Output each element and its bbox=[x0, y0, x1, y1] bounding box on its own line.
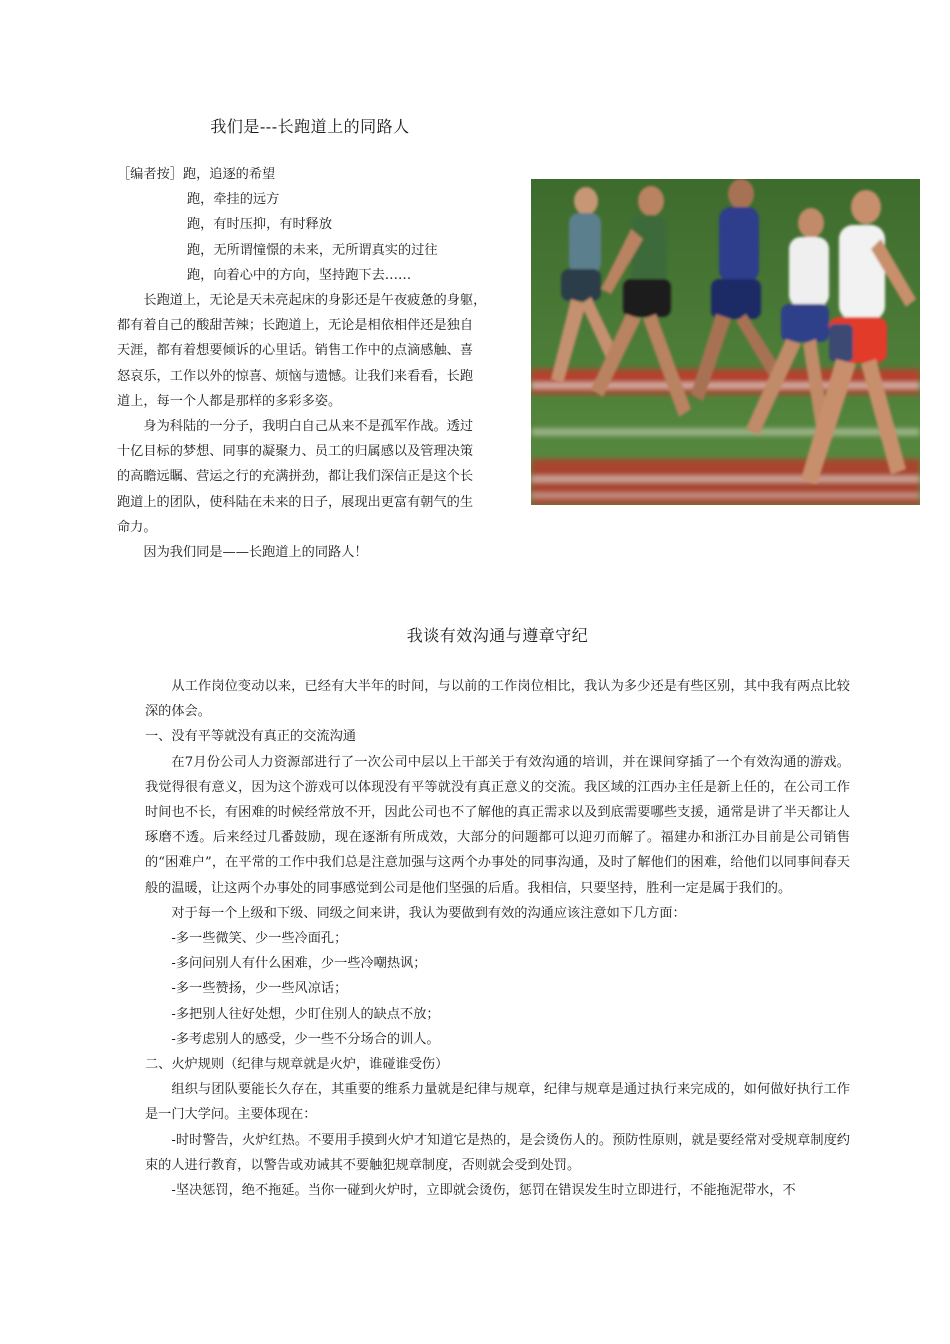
intro-paragraph: 从工作岗位变动以来，已经有大半年的时间，与以前的工作岗位相比，我认为多少还是有些区别，其中我有两点比较深的体会。 bbox=[145, 679, 850, 720]
body-paragraph: 对于每一个上级和下级、同级之间来讲，我认为要做到有效的沟通应该注意如下几方面： bbox=[171, 905, 686, 921]
paragraph-line: 怒哀乐，工作以外的惊喜、烦恼与遗憾。让我们来看看，长跑 bbox=[117, 368, 474, 384]
poem-line: 跑，牵挂的远方 bbox=[187, 192, 280, 208]
closing-paragraph bbox=[117, 540, 509, 565]
section-heading: 一、没有平等就没有真正的交流沟通 bbox=[145, 729, 356, 745]
list-item: -多一些微笑、少一些冷面孔； bbox=[171, 931, 348, 947]
list-item: -多问问别人有什么困难，少一些冷嘲热讽； bbox=[171, 956, 427, 972]
article-body bbox=[145, 674, 850, 1203]
paragraph-line: 的高瞻远瞩、营运之行的充满拼劲，都让我们深信正是这个长 bbox=[117, 469, 474, 485]
body-paragraph: 在7月份公司人力资源部进行了一次公司中层以上干部关于有效沟通的培训，并在课间穿插了一个有效沟通的游戏。我觉得很有意义，因为这个游戏可以体现没有平等就没有真正意义的交流。我区域的江西办主任是新上任的，在公司工作时间也不长，有困难的时候经常放不开，因此公司也不了解他的真正需求以及到底需要哪些支援，通常是讲了半天都让人琢磨不透。后来经过几番鼓励，现在逐渐有所成效，大部分的问题都可以迎刃而解了。福建办和浙江办目前是公司销售的“困难户”，在平常的工作中我们总是注意加强与这两个办事处的同事沟通，及时了解他们的困难，给他们以同事间春天般的温暖，让这两个办事处的同事感觉到公司是他们坚强的后盾。我相信，只要坚持，胜利一定是属于我们的。 bbox=[145, 754, 850, 896]
article-title: 我们是---长跑道上的同路人 bbox=[210, 117, 410, 136]
paragraph-line: 身为科陆的一分子，我明白自己从来不是孤军作战。透过 bbox=[143, 419, 474, 435]
poem-line: 跑，有时压抑，有时释放 bbox=[187, 217, 333, 233]
list-item: -多考虑别人的感受，少一些不分场合的训人。 bbox=[171, 1031, 440, 1047]
poem-line: ［编者按］跑，追逐的希望 bbox=[117, 167, 276, 182]
runners-photo bbox=[531, 179, 920, 505]
body-paragraph bbox=[117, 414, 509, 540]
runners-photo-icon bbox=[531, 179, 920, 505]
paragraph-line: 道上，每一个人都是那样的多彩多姿。 bbox=[117, 393, 342, 409]
paragraph-line: 命力。 bbox=[117, 519, 157, 535]
paragraph-line: 天涯，都有着想要倾诉的心里话。销售工作中的点滴感触、喜 bbox=[117, 343, 474, 359]
paragraph-line: 十亿目标的梦想、同事的凝聚力、员工的归属感以及管理决策 bbox=[117, 444, 474, 460]
section-heading: 二、火炉规则（纪律与规章就是火炉，谁碰谁受伤） bbox=[145, 1057, 449, 1073]
paragraph-line: 长跑道上，无论是天未亮起床的身影还是午夜疲惫的身躯， bbox=[143, 293, 487, 309]
poem-line: 跑，无所谓憧憬的未来，无所谓真实的过往 bbox=[187, 242, 438, 258]
article-title: 我谈有效沟通与遵章守纪 bbox=[406, 626, 589, 645]
editor-note-section bbox=[117, 162, 509, 565]
body-paragraph: -坚决惩罚，绝不拖延。当你一碰到火炉时，立即就会烫伤，惩罚在错误发生时立即进行，不能拖泥带水，不 bbox=[171, 1183, 796, 1199]
paragraph-line: 跑道上的团队，使科陆在未来的日子，展现出更富有朝气的生 bbox=[117, 494, 474, 510]
body-paragraph: 组织与团队要能长久存在，其重要的维系力量就是纪律与规章，纪律与规章是通过执行来完成的，如何做好执行工作是一门大学问。主要体现在： bbox=[145, 1082, 850, 1123]
poem-line: 跑，向着心中的方向，坚持跑下去…… bbox=[187, 267, 412, 283]
list-item: -多一些赞扬，少一些风凉话； bbox=[171, 981, 348, 997]
body-paragraph: -时时警告，火炉红热。不要用手摸到火炉才知道它是热的，是会烫伤人的。预防性原则，就是要经常对受规章制度约束的人进行教育，以警告或劝诫其不要触犯规章制度，否则就会受到处罚。 bbox=[145, 1132, 850, 1173]
body-paragraph bbox=[117, 288, 509, 414]
paragraph-line: 因为我们同是——长跑道上的同路人！ bbox=[143, 545, 368, 561]
list-item: -多把别人往好处想，少盯住别人的缺点不放； bbox=[171, 1006, 440, 1022]
paragraph-line: 都有着自己的酸甜苦辣；长跑道上，无论是相依相伴还是独自 bbox=[117, 318, 474, 334]
